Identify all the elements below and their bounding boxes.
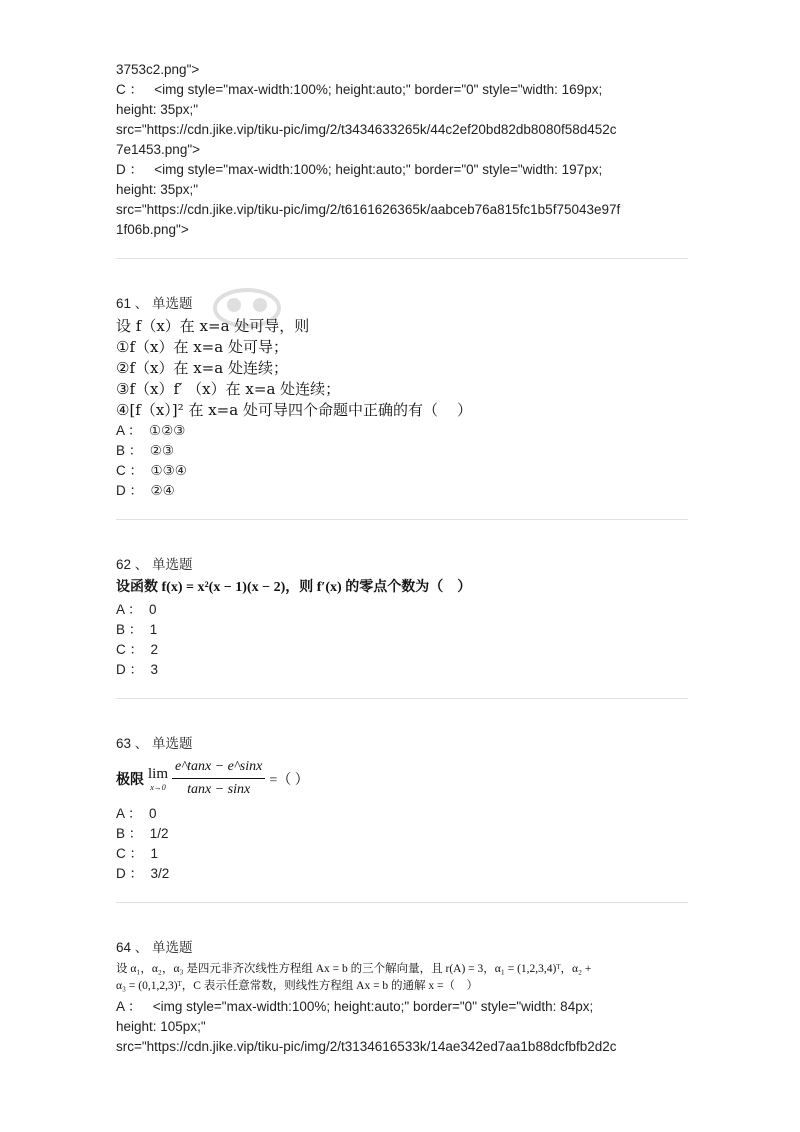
text-line: height: 105px;" <box>116 1019 206 1034</box>
limit-operator <box>148 765 168 792</box>
text-line: height: 35px;" <box>116 182 199 197</box>
text-line: 1f06b.png"> <box>116 222 189 237</box>
previous-question-tail <box>116 60 688 240</box>
stem-line: 设 f（x）在 x=a 处可导，则 <box>116 317 310 335</box>
option-c[interactable]: C ： ①③④ <box>116 463 187 478</box>
question-62 <box>116 520 688 698</box>
option-d[interactable]: D ： ②④ <box>116 483 175 498</box>
text-line: 3753c2.png"> <box>116 62 200 77</box>
denominator: tanx − sinx <box>187 782 251 797</box>
question-header: 62 、 单选题 <box>116 557 193 572</box>
lim-text: lim <box>148 766 169 782</box>
stem-line: ④[f（x）]² 在 x=a 处可导四个命题中正确的有（ ） <box>116 401 473 419</box>
stem-line: 设 α₁，α₂，α₃ 是四元非齐次线性方程组 Ax = b 的三个解向量，且 r(A) = 3，α₁ = (1,2,3,4)ᵀ，α₂ + <box>116 963 592 975</box>
lim-subscript: x→0 <box>150 783 166 792</box>
numerator: e^tanx − e^sinx <box>172 757 265 779</box>
option-c[interactable]: C ： 1 <box>116 846 159 861</box>
stem-line: ①f（x）在 x=a 处可导； <box>116 338 288 356</box>
text-line: src="https://cdn.jike.vip/tiku-pic/img/2/t6161626365k/aabceb76a815fc1b5f75043e97f <box>116 202 621 217</box>
option-c[interactable]: C ： 2 <box>116 642 159 657</box>
text-line: src="https://cdn.jike.vip/tiku-pic/img/2/t3134616533k/14ae342ed7aa1b88dcfbfb2d2c <box>116 1039 617 1054</box>
text-line: height: 35px;" <box>116 102 199 117</box>
option-b[interactable]: B ： ②③ <box>116 443 174 458</box>
question-stem <box>116 757 688 800</box>
text-line: 7e1453.png"> <box>116 142 200 157</box>
question-stem: 设函数 f(x) = x²(x − 1)(x − 2)，则 f′(x) 的零点个数为（ ） <box>116 580 472 595</box>
option-b[interactable]: B ： 1/2 <box>116 826 169 841</box>
question-header: 63 、 单选题 <box>116 736 193 751</box>
question-stem <box>116 316 688 421</box>
stem-prefix: 极限 <box>116 772 144 788</box>
document-content <box>116 60 688 1057</box>
text-line: C ： <img style="max-width:100%; height:auto;" border="0" style="width: 169px; <box>116 82 603 97</box>
option-a[interactable]: A ： <img style="max-width:100%; height:auto;" border="0" style="width: 84px; <box>116 999 594 1014</box>
option-a[interactable]: A ： 0 <box>116 602 157 617</box>
question-64 <box>116 903 688 1057</box>
option-d[interactable]: D ： 3/2 <box>116 866 170 881</box>
stem-suffix: =（ ） <box>269 772 309 788</box>
text-line: src="https://cdn.jike.vip/tiku-pic/img/2/t3434633265k/44c2ef20bd82db8080f58d452c <box>116 122 617 137</box>
option-b[interactable]: B ： 1 <box>116 622 158 637</box>
question-header: 64 、 单选题 <box>116 940 193 955</box>
question-stem <box>116 961 688 995</box>
text-line: D ： <img style="max-width:100%; height:auto;" border="0" style="width: 197px; <box>116 162 603 177</box>
option-a[interactable]: A ： ①②③ <box>116 423 186 438</box>
option-a[interactable]: A ： 0 <box>116 806 157 821</box>
stem-line: ②f（x）在 x=a 处连续； <box>116 359 288 377</box>
question-63 <box>116 699 688 902</box>
fraction <box>172 757 265 800</box>
question-header: 61 、 单选题 <box>116 296 193 311</box>
stem-line: ③f（x）f′ （x）在 x=a 处连续； <box>116 380 341 398</box>
option-d[interactable]: D ： 3 <box>116 662 159 677</box>
stem-line: α₃ = (0,1,2,3)ᵀ，C 表示任意常数，则线性方程组 Ax = b 的通解 x =（ ） <box>116 980 479 992</box>
question-61 <box>116 259 688 519</box>
